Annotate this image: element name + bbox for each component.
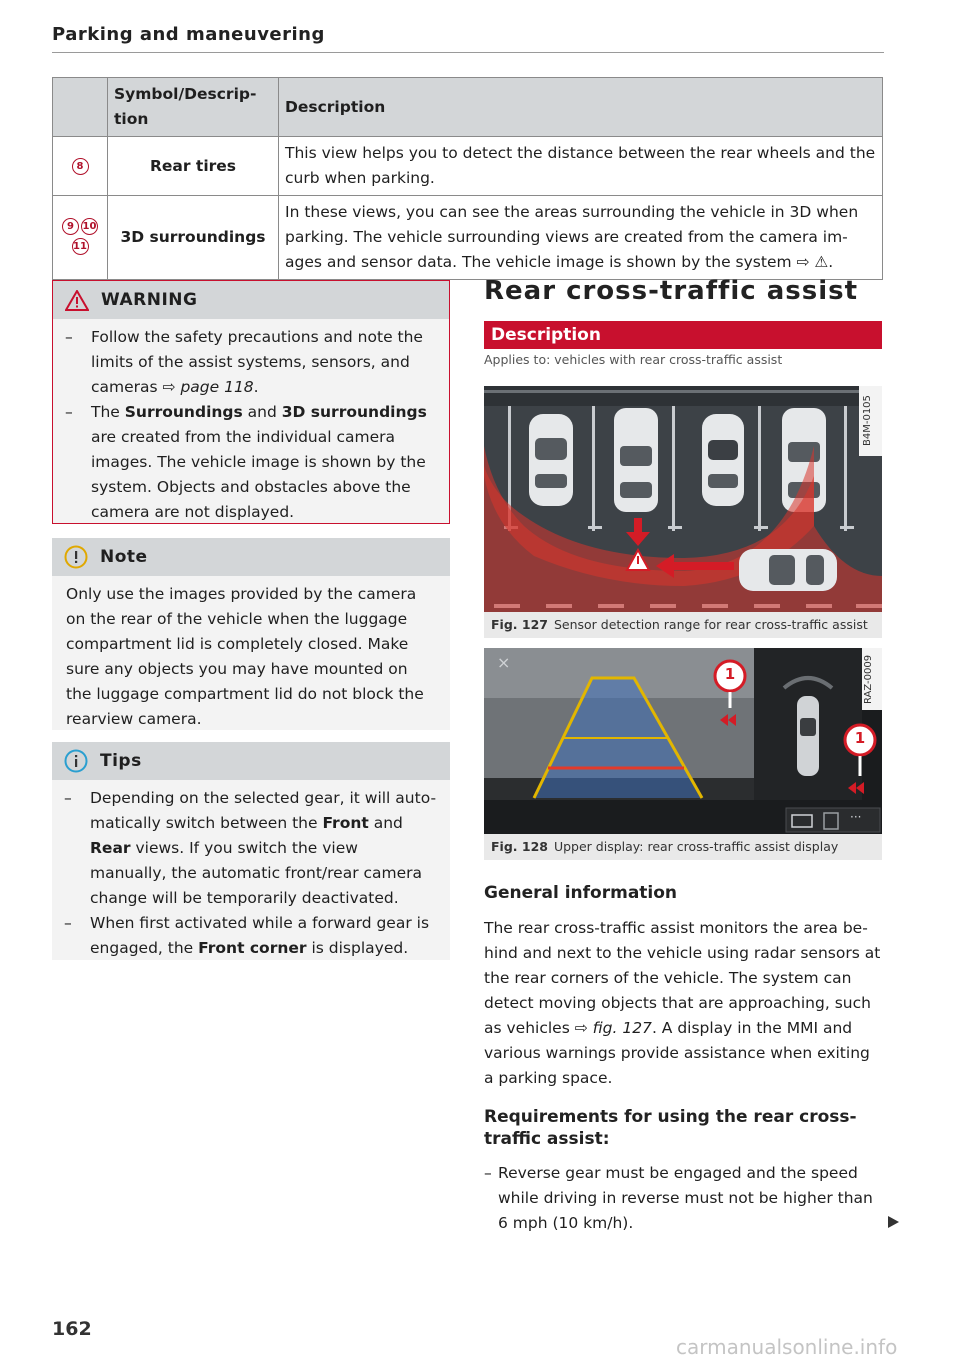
figure-ref-link[interactable]: ⇨ fig. 127 [574, 1019, 652, 1037]
table-cell-num [53, 196, 108, 280]
continue-arrow-icon [888, 1216, 899, 1228]
tips-header [52, 742, 450, 780]
bold-term: Surroundings [124, 403, 243, 421]
table-cell-description: This view helps you to detect the distance between the rear wheels and the curb when parking. [279, 137, 883, 196]
figure-label: Fig. 128 [491, 839, 548, 854]
warning-header [53, 281, 449, 319]
list-item: – When first activated while a forward gear is engaged, the Front corner is displayed. [64, 914, 430, 957]
table-header-symbol: Symbol/Descrip- tion [108, 78, 279, 137]
tips-body [52, 780, 450, 967]
requirements-list [484, 1161, 884, 1236]
list-item: – Depending on the selected gear, it will auto-matically switch between the Front and Rear views. If you switch the view manually, the automatic front/rear camera change will be temporarily deactivated. [64, 789, 437, 907]
callout-number: 8 [72, 158, 89, 175]
tips-text: and [368, 814, 403, 832]
tips-title: Tips [100, 751, 142, 771]
body-text: . A display in the MMI and various warnings provide assistance when exiting a parking space. [484, 1019, 870, 1087]
rear-camera-display-illustration [484, 648, 882, 834]
tips-text: Depending on the selected gear, it will auto-matically switch between the [90, 789, 437, 832]
bold-term: Front corner [198, 939, 307, 957]
callout-number: 9 [62, 218, 79, 235]
exclamation-circle-icon [64, 545, 88, 569]
tips-text: is displayed. [306, 939, 409, 957]
note-text: Only use the images provided by the camera on the rear of the vehicle when the luggage compartment lid is completely closed. Make sure any objects you may have mounted on the luggage compartment lid do not block the rearview camera. [66, 585, 424, 728]
note-header [52, 538, 450, 576]
bold-term: 3D surroundings [281, 403, 427, 421]
warning-triangle-icon [65, 290, 89, 311]
warning-text: Follow the safety precautions and note the limits of the assist systems, sensors, and cameras [91, 328, 423, 396]
parking-diagram-illustration [484, 386, 882, 612]
tips-text: When first activated while a forward gear is engaged, the [90, 914, 430, 957]
figure-label: Fig. 127 [491, 617, 548, 632]
table-header-row [53, 78, 883, 137]
tips-text: views. If you switch the view manually, the automatic front/rear camera change will be temporarily deactivated. [90, 839, 423, 907]
list-item: – The Surroundings and 3D surroundings are created from the individual camera images. The vehicle image is shown by the system. Objects and obstacles above the camera are not displayed. [65, 403, 427, 521]
bold-term: Front [322, 814, 369, 832]
warning-body [53, 319, 449, 531]
requirement-text: Reverse gear must be engaged and the speed while driving in reverse must not be higher than 6 mph (10 km/h). [498, 1164, 873, 1232]
table-row [53, 137, 883, 196]
warning-text: and [242, 403, 282, 421]
figure-caption-text: Sensor detection range for rear cross-traffic assist [553, 617, 868, 632]
figure-caption [484, 612, 882, 638]
body-text: The rear cross-traffic assist monitors the area be-hind and next to the vehicle using radar sensors at the rear corners of the vehicle. The system can detect moving objects that are approaching, such as vehicles [484, 919, 881, 1037]
warning-text: The [91, 403, 125, 421]
callout-number: 10 [81, 218, 98, 235]
figure-128 [484, 648, 882, 860]
note-title: Note [100, 547, 148, 567]
page-header-title: Parking and maneuvering [52, 24, 325, 45]
requirements-heading: Requirements for using the rear cross-traffic assist: [484, 1107, 857, 1149]
table-row [53, 196, 883, 280]
warning-text: . [253, 378, 259, 396]
figure-caption-text: Upper display: rear cross-traffic assist display [553, 839, 839, 854]
list-item: – Reverse gear must be engaged and the speed while driving in reverse must not be higher than 6 mph (10 km/h). [484, 1164, 873, 1232]
list-item: – Follow the safety precautions and note the limits of the assist systems, sensors, and cameras ⇨ page 118. [65, 328, 423, 396]
table-cell-num [53, 137, 108, 196]
figure-code: B4M-0105 [862, 395, 873, 447]
description-bar: Description [484, 321, 882, 349]
watermark-text: carmanualsonline.info [676, 1335, 898, 1359]
figure-caption [484, 834, 882, 860]
table-cell-description: In these views, you can see the areas surrounding the vehicle in 3D when parking. The vehicle surrounding views are created from the camera im-ages and sensor data. The vehicle image is shown by the system ⇨ ⚠. [279, 196, 883, 280]
tips-box [52, 742, 450, 960]
callout-marker: 1 [724, 665, 736, 683]
table-cell-symbol: Rear tires [108, 137, 279, 196]
header-divider [52, 52, 884, 53]
callout-marker: 1 [854, 729, 866, 747]
page-number: 162 [52, 1318, 92, 1340]
symbol-table [52, 77, 883, 280]
note-box [52, 538, 450, 730]
close-icon: × [497, 653, 511, 672]
info-circle-icon [64, 749, 88, 773]
warning-text: are created from the individual camera images. The vehicle image is shown by the system. Objects and obstacles above the camera are not displayed. [91, 428, 426, 521]
more-options-button: ··· [850, 810, 862, 824]
warning-box [52, 280, 450, 524]
table-header-description: Description [279, 78, 883, 137]
general-info-text [484, 916, 884, 1091]
figure-code: RAZ-0009 [863, 654, 874, 704]
callout-number: 11 [72, 238, 89, 255]
table-cell-symbol: 3D surroundings [108, 196, 279, 280]
warning-title: WARNING [101, 290, 198, 310]
page-ref-link[interactable]: ⇨ page 118 [162, 378, 254, 396]
table-header-num [53, 78, 108, 137]
section-title: Rear cross-traffic assist [484, 276, 859, 306]
figure-127 [484, 386, 882, 638]
applies-to-text: Applies to: vehicles with rear cross-traffic assist [484, 352, 783, 367]
general-info-heading: General information [484, 883, 678, 903]
bold-term: Rear [90, 839, 131, 857]
